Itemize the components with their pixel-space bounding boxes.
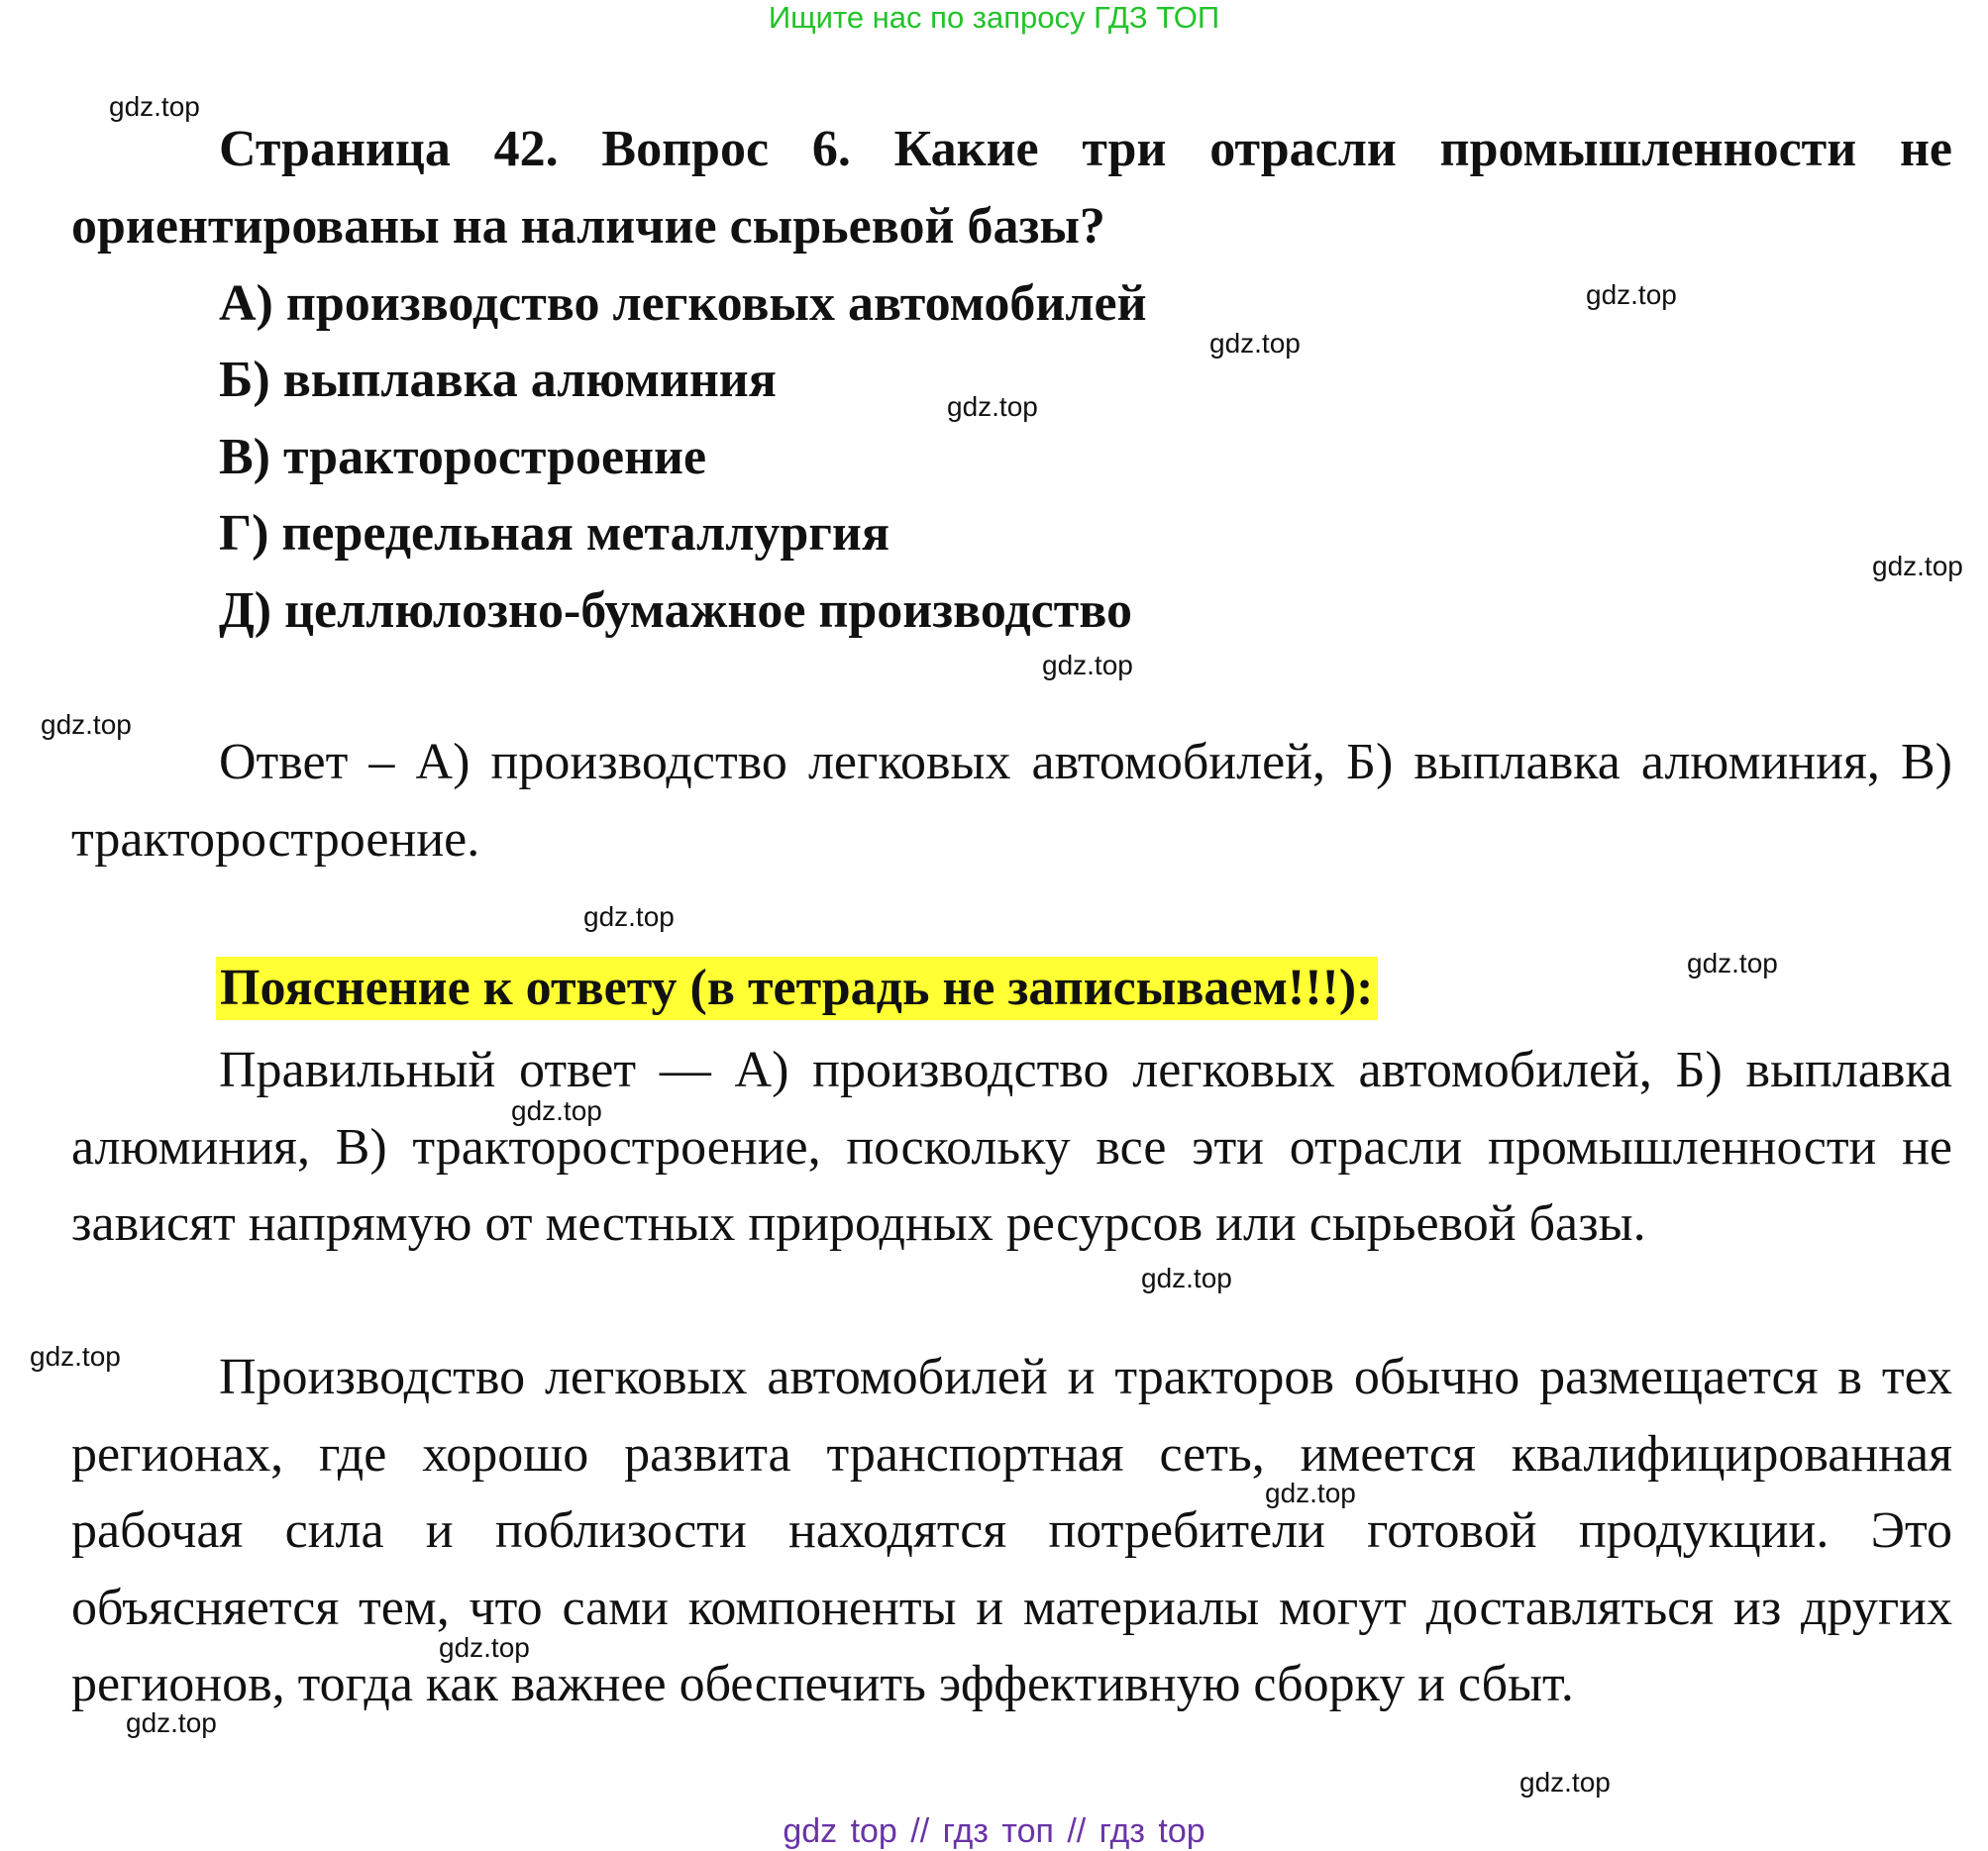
watermark: gdz.top bbox=[1209, 328, 1301, 359]
watermark: gdz.top bbox=[439, 1632, 530, 1663]
option-b: Б) выплавка алюминия bbox=[219, 352, 777, 408]
watermark: gdz.top bbox=[511, 1095, 602, 1126]
answer-text: Ответ – А) производство легковых автомобилей, Б) выплавка алюминия, В) тракторостроение. bbox=[71, 734, 1952, 868]
watermark: gdz.top bbox=[1141, 1263, 1232, 1293]
option-c: В) тракторостроение bbox=[219, 429, 707, 485]
watermark: gdz.top bbox=[947, 391, 1038, 422]
footer-links: gdz top // гдз топ // гдз top bbox=[783, 1812, 1205, 1850]
watermark: gdz.top bbox=[126, 1707, 217, 1738]
watermark: gdz.top bbox=[583, 901, 675, 932]
explanation-heading: Пояснение к ответу (в тетрадь не записываем!!!): bbox=[216, 957, 1378, 1020]
option-a: А) производство легковых автомобилей bbox=[219, 275, 1147, 332]
watermark: gdz.top bbox=[109, 91, 200, 122]
watermark: gdz.top bbox=[41, 709, 132, 740]
watermark: gdz.top bbox=[1872, 551, 1963, 581]
explanation-paragraph: Правильный ответ — А) производство легковых автомобилей, Б) выплавка алюминия, В) тракторостроение, поскольку все эти отрасли промышленности не зависят напрямую от местных природных ресурсов или сырьевой базы. bbox=[71, 1042, 1952, 1252]
top-banner: Ищите нас по запросу ГДЗ ТОП bbox=[768, 0, 1220, 35]
watermark: gdz.top bbox=[1265, 1478, 1356, 1508]
question-text: Страница 42. Вопрос 6. Какие три отрасли промышленности не ориентированы на наличие сырьевой базы? bbox=[71, 121, 1952, 255]
watermark: gdz.top bbox=[1519, 1767, 1611, 1798]
option-e: Д) целлюлозно-бумажное производство bbox=[219, 582, 1133, 639]
watermark: gdz.top bbox=[30, 1341, 121, 1372]
watermark: gdz.top bbox=[1687, 948, 1778, 978]
watermark: gdz.top bbox=[1586, 279, 1677, 310]
watermark: gdz.top bbox=[1042, 650, 1133, 680]
explanation-paragraph: Производство легковых автомобилей и тракторов обычно размещается в тех регионах, где хорошо развита транспортная сеть, имеется квалифицированная рабочая сила и поблизости находятся потребители готовой продукции. Это объясняется тем, что сами компоненты и материалы могут доставляться из других регионов, тогда как важнее обеспечить эффективную сборку и сбыт. bbox=[71, 1349, 1952, 1712]
option-d: Г) передельная металлургия bbox=[219, 505, 890, 562]
